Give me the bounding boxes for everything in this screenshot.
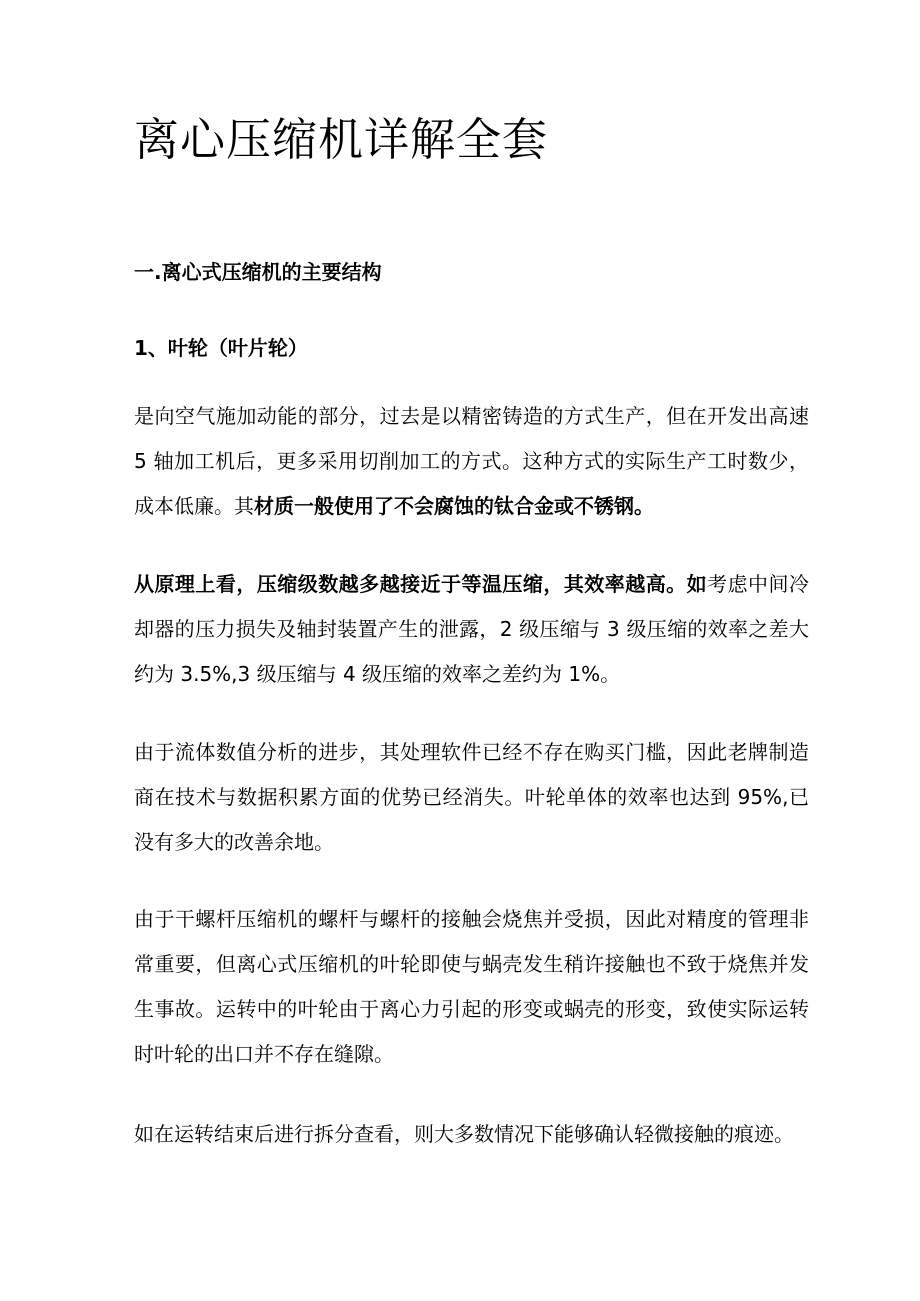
- sub-heading-impeller: 1、叶轮（叶片轮）: [134, 336, 308, 360]
- paragraph-impeller-manufacturing: [134, 394, 809, 529]
- paragraph-emphasis: 从原理上看，压缩级数越多越接近于等温压缩，其效率越高。如: [134, 572, 708, 596]
- paragraph-emphasis: 材质一般使用了不会腐蚀的钛合金或不锈钢。: [254, 494, 654, 518]
- section-heading: 一.离心式压缩机的主要结构: [134, 260, 382, 284]
- paragraph-compression-stages: [134, 562, 809, 697]
- paragraph-inspection: 如在运转结束后进行拆分查看，则大多数情况下能够确认轻微接触的痕迹。: [134, 1122, 794, 1146]
- document-title: 离心压缩机详解全套: [134, 113, 549, 166]
- paragraph-fluid-analysis: 由于流体数值分析的进步，其处理软件已经不存在购买门槛，因此老牌制造商在技术与数据积累方面的优势已经消失。叶轮单体的效率也达到 95%,已没有多大的改善余地。: [134, 740, 809, 854]
- paragraph-text: 是向空气施加动能的部分，过去是以精密铸造的方式生产，但在开发出高速 5 轴加工机后，更多采用切削加工的方式。这种方式的实际生产工时数少，成本低廉。其: [134, 404, 809, 518]
- paragraph-text: 考虑中间冷却器的压力损失及轴封装置产生的泄露，2 级压缩与 3 级压缩的效率之差大约为 3.5%,3 级压缩与 4 级压缩的效率之差约为 1%。: [134, 572, 809, 686]
- paragraph-contact-tolerance: 由于干螺杆压缩机的螺杆与螺杆的接触会烧焦并受损，因此对精度的管理非常重要，但离心式压缩机的叶轮即使与蜗壳发生稍许接触也不致于烧焦并发生事故。运转中的叶轮由于离心力引起的形变或蜗壳的形变，致使实际运转时叶轮的出口并不存在缝隙。: [134, 907, 809, 1066]
